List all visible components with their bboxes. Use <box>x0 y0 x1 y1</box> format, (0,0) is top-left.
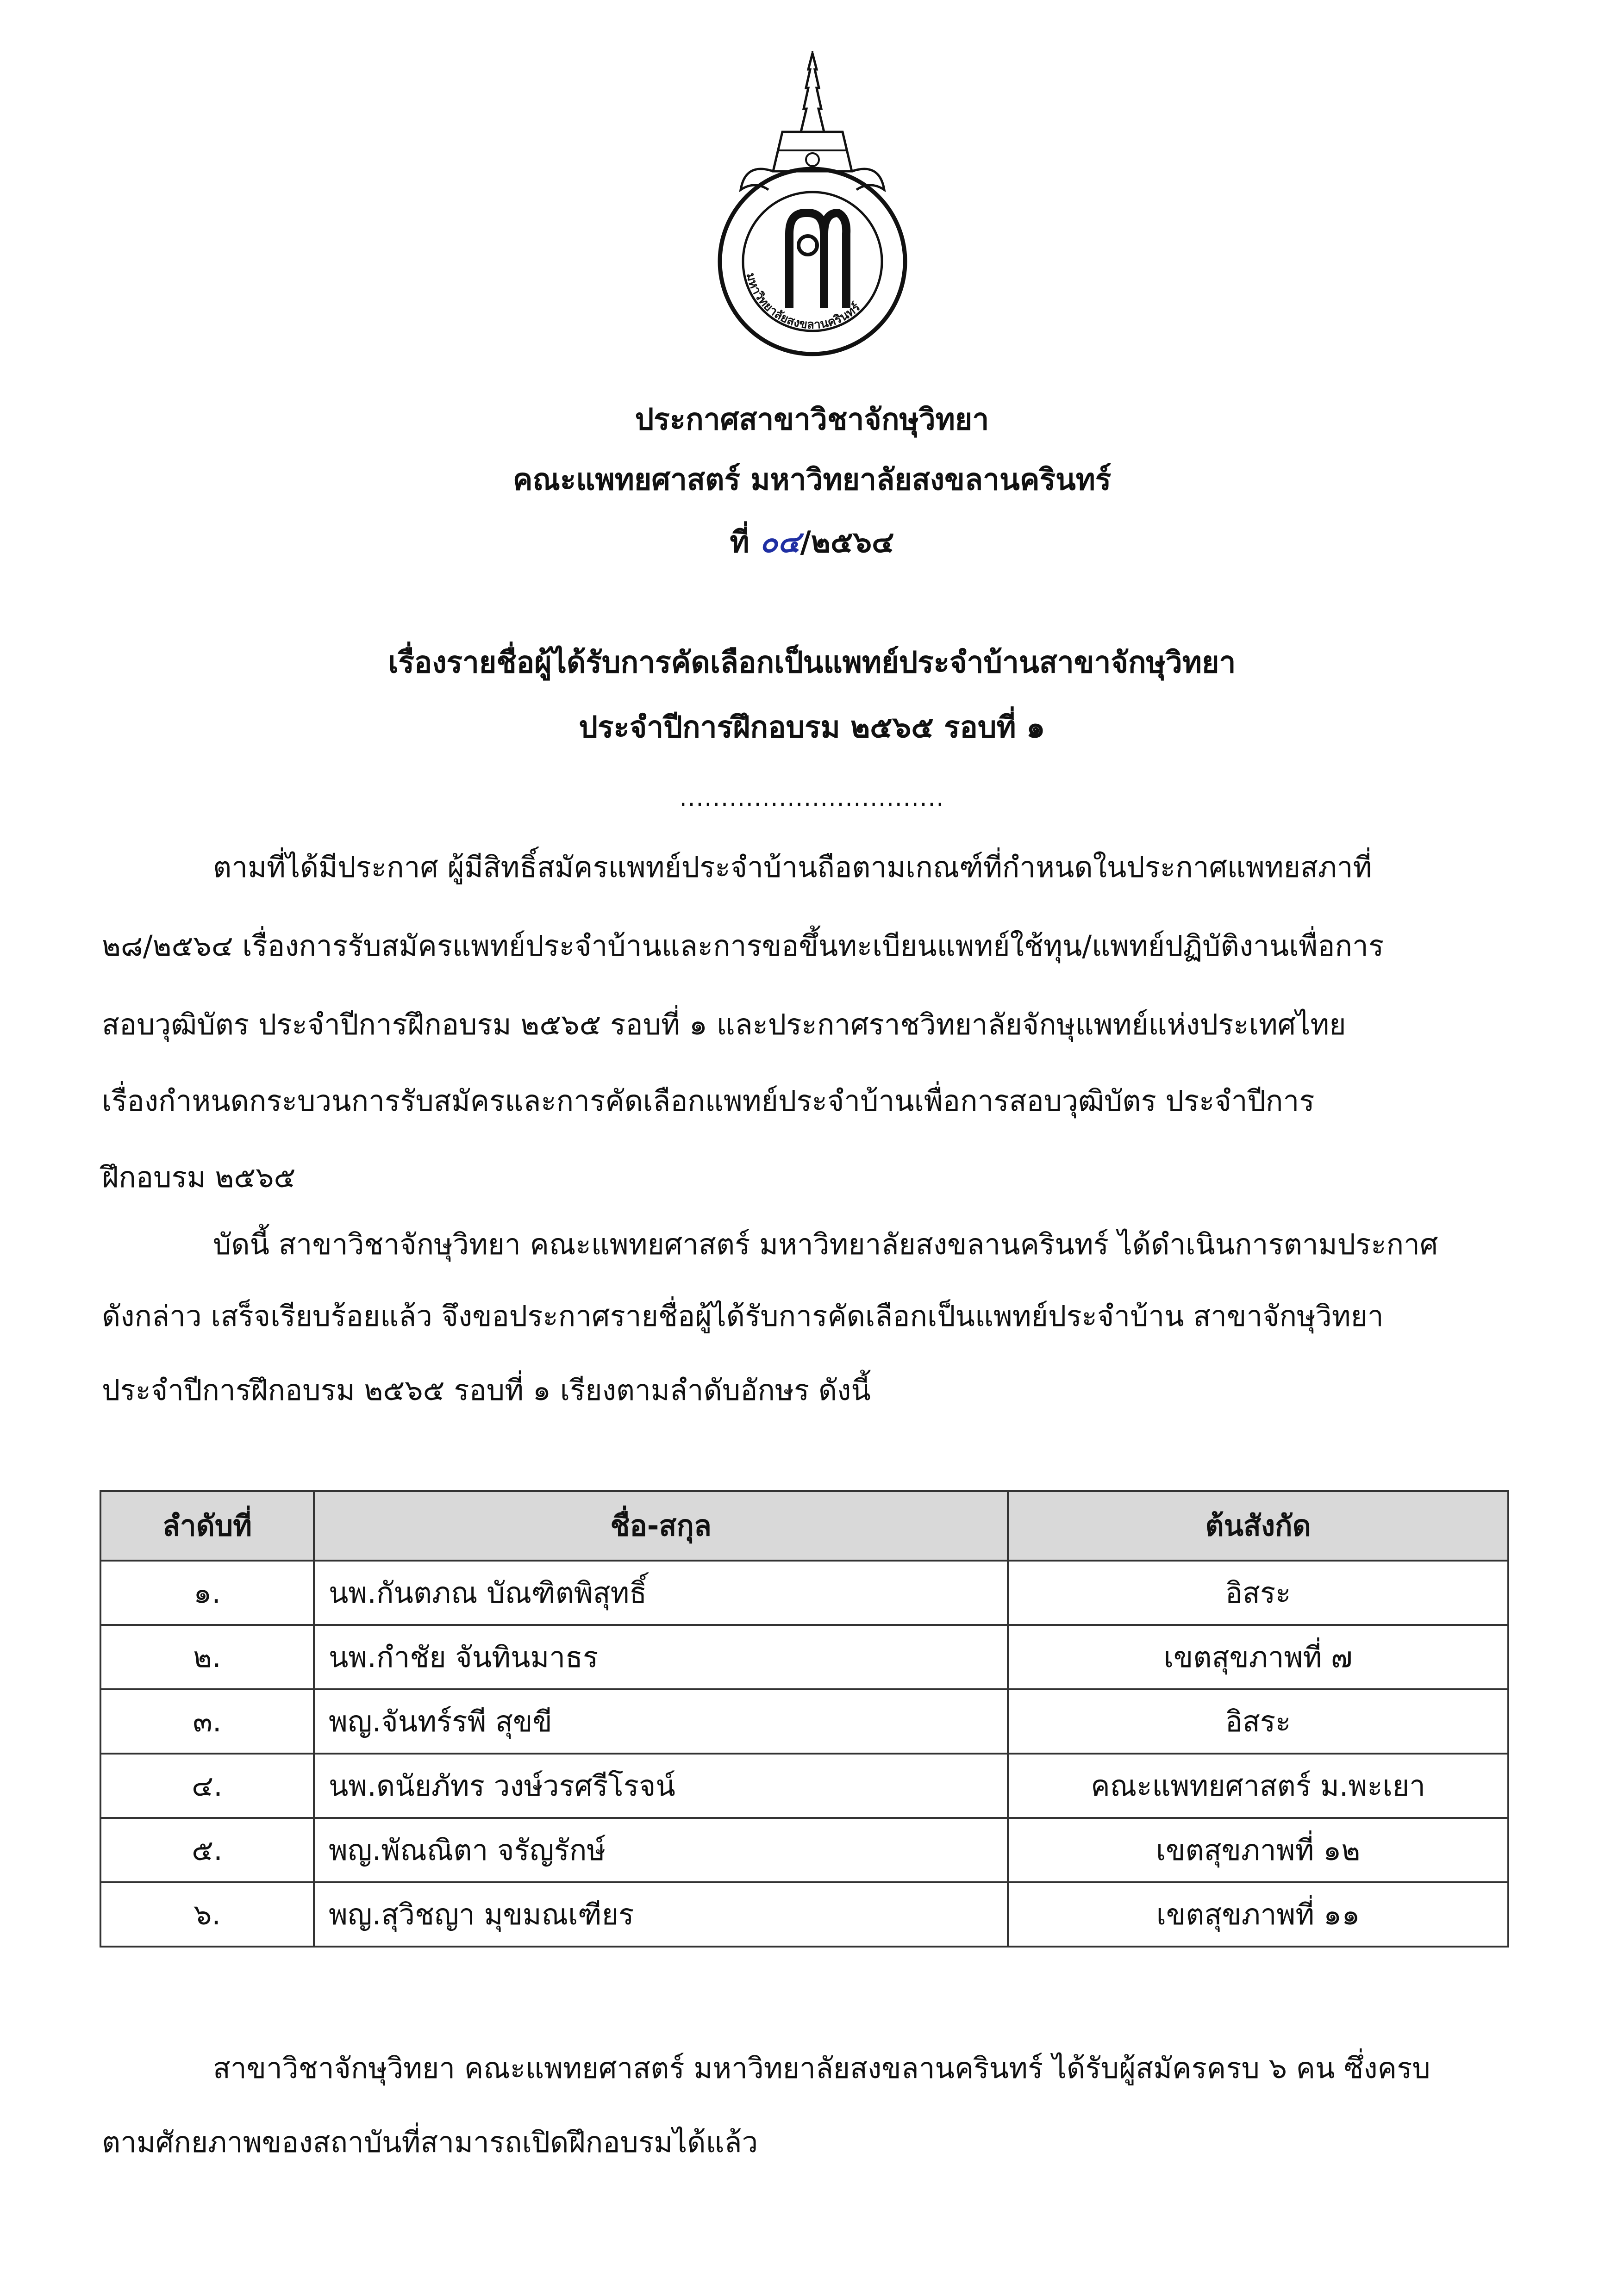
table-row <box>100 1625 1508 1689</box>
paragraph-2-line-3: ประจำปีการฝึกอบรม ๒๕๖๕ รอบที่ ๑ เรียงตามลำดับอักษร ดังนี้ <box>102 1373 871 1407</box>
number-prefix: ที่ <box>730 525 760 560</box>
table-row <box>100 1689 1508 1754</box>
paragraph-3-line-1: สาขาวิชาจักษุวิทยา คณะแพทยศาสตร์ มหาวิทยาลัยสงขลานครินทร์ ได้รับผู้สมัครครบ ๖ คน ซึ่งครบ <box>213 2051 1430 2085</box>
handwritten-number: ๐๔ <box>759 525 800 560</box>
paragraph-2-line-1: บัดนี้ สาขาวิชาจักษุวิทยา คณะแพทยศาสตร์ มหาวิทยาลัยสงขลานครินทร์ ได้ดำเนินการตามประกาศ <box>213 1227 1438 1261</box>
row-affiliation: เขตสุขภาพที่ ๗ <box>1008 1625 1508 1689</box>
table-row <box>100 1561 1508 1625</box>
paragraph-1-line-4: เรื่องกำหนดกระบวนการรับสมัครและการคัดเลือกแพทย์ประจำบ้านเพื่อการสอบวุฒิบัตร ประจำปีการ <box>102 1084 1315 1118</box>
row-affiliation: เขตสุขภาพที่ ๑๒ <box>1008 1818 1508 1882</box>
row-order: ๔. <box>100 1754 314 1818</box>
separator: ................................ <box>679 784 945 811</box>
table-row <box>100 1818 1508 1882</box>
paragraph-1-line-5: ฝึกอบรม ๒๕๖๕ <box>102 1160 296 1194</box>
announcement-number <box>0 525 1624 560</box>
table-row <box>100 1882 1508 1947</box>
row-order: ๒. <box>100 1625 314 1689</box>
row-order: ๑. <box>100 1561 314 1625</box>
row-name: นพ.กำชัย จันทินมาธร <box>314 1625 1008 1689</box>
paragraph-3-line-2: ตามศักยภาพของสถาบันที่สามารถเปิดฝึกอบรมได้แล้ว <box>102 2125 758 2159</box>
faculty-name: คณะแพทยศาสตร์ มหาวิทยาลัยสงขลานครินทร์ <box>512 463 1112 497</box>
row-affiliation: อิสระ <box>1008 1689 1508 1754</box>
row-order: ๓. <box>100 1689 314 1754</box>
paragraph-1-line-1: ตามที่ได้มีประกาศ ผู้มีสิทธิ์สมัครแพทย์ประจำบ้านถือตามเกณฑ์ที่กำหนดในประกาศแพทยสภาที่ <box>213 850 1372 884</box>
row-order: ๖. <box>100 1882 314 1947</box>
subject-line-2: ประจำปีการฝึกอบรม ๒๕๖๕ รอบที่ ๑ <box>579 710 1045 745</box>
table-header-row <box>100 1491 1508 1561</box>
row-name: พญ.จันทร์รพี สุขขี <box>314 1689 1008 1754</box>
row-name: พญ.สุวิชญา มุขมณเฑียร <box>314 1882 1008 1947</box>
row-order: ๕. <box>100 1818 314 1882</box>
paragraph-1-line-3: สอบวุฒิบัตร ประจำปีการฝึกอบรม ๒๕๖๕ รอบที่ ๑ และประกาศราชวิทยาลัยจักษุแพทย์แห่งประเทศไทย <box>102 1008 1346 1041</box>
svg-text:มหาวิทยาลัยสงขลานครินทร์: มหาวิทยาลัยสงขลานครินทร์ <box>743 271 863 332</box>
row-affiliation: เขตสุขภาพที่ ๑๑ <box>1008 1882 1508 1947</box>
row-affiliation: อิสระ <box>1008 1561 1508 1625</box>
row-name: นพ.ดนัยภัทร วงษ์วรศรีโรจน์ <box>314 1754 1008 1818</box>
header-name: ชื่อ-สกุล <box>314 1491 1008 1561</box>
row-affiliation: คณะแพทยศาสตร์ ม.พะเยา <box>1008 1754 1508 1818</box>
row-name: พญ.พัณณิตา จรัญรักษ์ <box>314 1818 1008 1882</box>
university-seal-icon <box>713 51 912 366</box>
paragraph-2-line-2: ดังกล่าว เสร็จเรียบร้อยแล้ว จึงขอประกาศรายชื่อผู้ได้รับการคัดเลือกเป็นแพทย์ประจำบ้าน สาขาจักษุวิทยา <box>102 1299 1384 1333</box>
header-affiliation: ต้นสังกัด <box>1008 1491 1508 1561</box>
row-name: นพ.กันตภณ บัณฑิตพิสุทธิ์ <box>314 1561 1008 1625</box>
announcement-title: ประกาศสาขาวิชาจักษุวิทยา <box>635 403 989 437</box>
number-suffix: /๒๕๖๔ <box>800 525 894 560</box>
subject-line-1: เรื่องรายชื่อผู้ได้รับการคัดเลือกเป็นแพทย์ประจำบ้านสาขาจักษุวิทยา <box>388 646 1236 680</box>
table-row <box>100 1754 1508 1818</box>
paragraph-1-line-2: ๒๘/๒๕๖๔ เรื่องการรับสมัครแพทย์ประจำบ้านและการขอขึ้นทะเบียนแพทย์ใช้ทุน/แพทย์ปฏิบัติงานเพื่อการ <box>102 929 1384 963</box>
header-order: ลำดับที่ <box>100 1491 314 1561</box>
residents-table <box>100 1490 1509 1948</box>
